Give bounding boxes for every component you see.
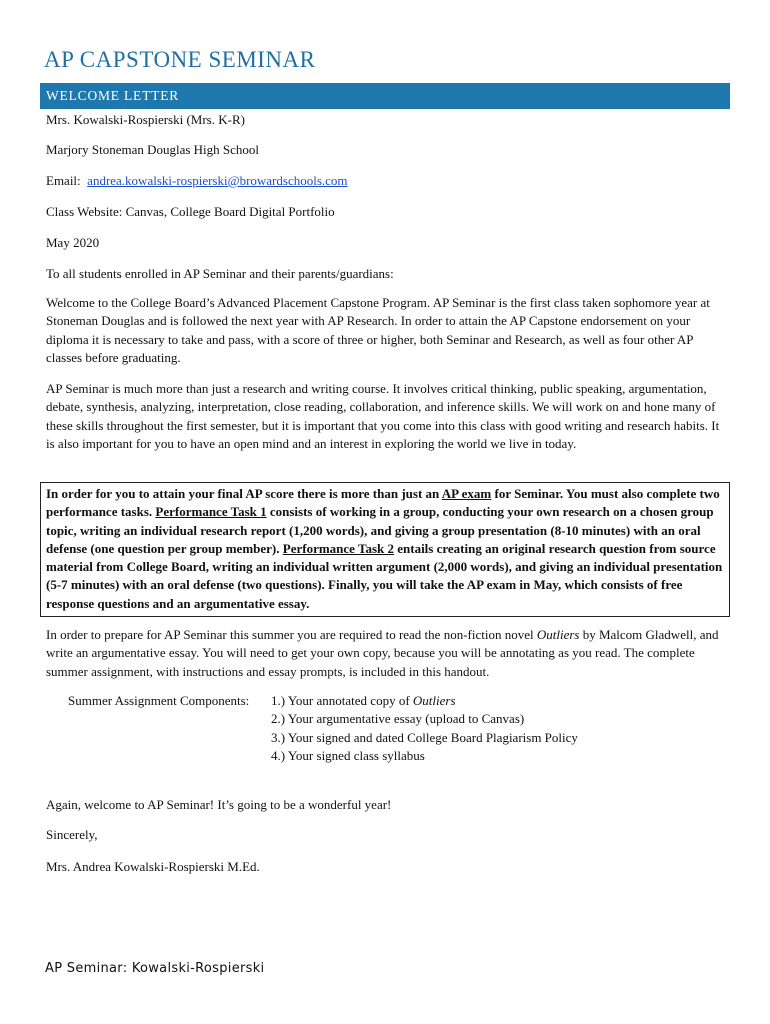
item1-book-title: Outliers: [412, 693, 456, 708]
section-banner: [40, 83, 730, 109]
closing-line: Again, welcome to AP Seminar! It’s going to be a wonderful year!: [46, 797, 392, 812]
paragraph-welcome: Welcome to the College Board’s Advanced Placement Capstone Program. AP Seminar is the first class taken sophomore year at Stoneman Douglas and is followed the next year with AP Research. In order to attain the AP Capstone endorsement on your diploma it is necessary to take and pass, with a score of three or higher, both Seminar and Research, as well as four other AP classes before graduating.: [46, 295, 710, 365]
box-text-1: In order for you to attain your final AP score there is more than just an: [46, 486, 442, 501]
box-text-3: consists of working in a group, conducting your own research on a chosen group topic, writing an individual research report (1,200 words), and giving a group presentation (8-10 minutes) with an oral defense (one question per group member).: [46, 504, 714, 556]
components-label: Summer Assignment Components:: [68, 693, 250, 708]
box-text-4: entails creating an original research question from source material from College Board, writing an individual written argument (2,000 words), and giving an individual presentation (5-7 minutes) with an oral defense (two questions). Finally, you will take the AP exam in May, which consists of free response questions and an argumentative essay.: [46, 540, 723, 611]
paragraph-summer-assignment: [46, 626, 730, 681]
list-item: 2.) Your argumentative essay (upload to Canvas): [271, 711, 525, 727]
para3-text-1: In order to prepare for AP Seminar this summer you are required to read the non-fiction novel: [46, 627, 537, 642]
banner-label: WELCOME LETTER: [46, 88, 180, 103]
performance-task-2-label: Performance Task 2: [282, 540, 394, 556]
email-line: [46, 172, 348, 190]
greeting: To all students enrolled in AP Seminar and their parents/guardians:: [46, 266, 394, 281]
signature: Mrs. Andrea Kowalski-Rospierski M.Ed.: [46, 859, 260, 874]
email-label: Email:: [46, 173, 81, 188]
teacher-name: Mrs. Kowalski-Rospierski (Mrs. K-R): [46, 112, 245, 127]
item1-text: 1.) Your annotated copy of: [271, 693, 413, 708]
book-title: Outliers: [536, 627, 580, 642]
list-item: 3.) Your signed and dated College Board Plagiarism Policy: [271, 729, 578, 745]
email-link[interactable]: andrea.kowalski-rospierski@browardschools.com: [87, 173, 348, 188]
para3-text-2: by Malcom Gladwell, and write an argumentative essay. You will need to get your own copy, because you will be annotating as you read. The complete summer assignment, with instructions and essay prompts, is included in this handout.: [46, 627, 719, 679]
list-item: [271, 692, 578, 710]
page-footer: AP Seminar: Kowalski-Rospierski: [45, 961, 265, 976]
class-website: Class Website: Canvas, College Board Digital Portfolio: [46, 204, 335, 219]
performance-task-1-label: Performance Task 1: [155, 504, 267, 520]
paragraph-skills: AP Seminar is much more than just a research and writing course. It involves critical thinking, public speaking, argumentation, debate, synthesis, analyzing, interpretation, close reading, collaboration, and inference skills. We will work on and hone many of these skills throughout the first semester, but it is important that you come into this class with good writing and research habits. It is also important for you to have an open mind and an interest in exploring the world we live in today.: [46, 381, 720, 451]
school-name: Marjory Stoneman Douglas High School: [46, 142, 260, 157]
list-item: 4.) Your signed class syllabus: [271, 747, 425, 763]
letter-date: May 2020: [46, 235, 100, 250]
box-text-2: for Seminar. You must also complete two performance tasks.: [46, 486, 720, 520]
performance-tasks-box: [40, 482, 730, 617]
ap-exam-text: AP exam: [441, 486, 492, 501]
signoff: Sincerely,: [46, 827, 98, 842]
page-title: AP CAPSTONE SEMINAR: [44, 47, 316, 72]
components-list: [271, 692, 578, 765]
